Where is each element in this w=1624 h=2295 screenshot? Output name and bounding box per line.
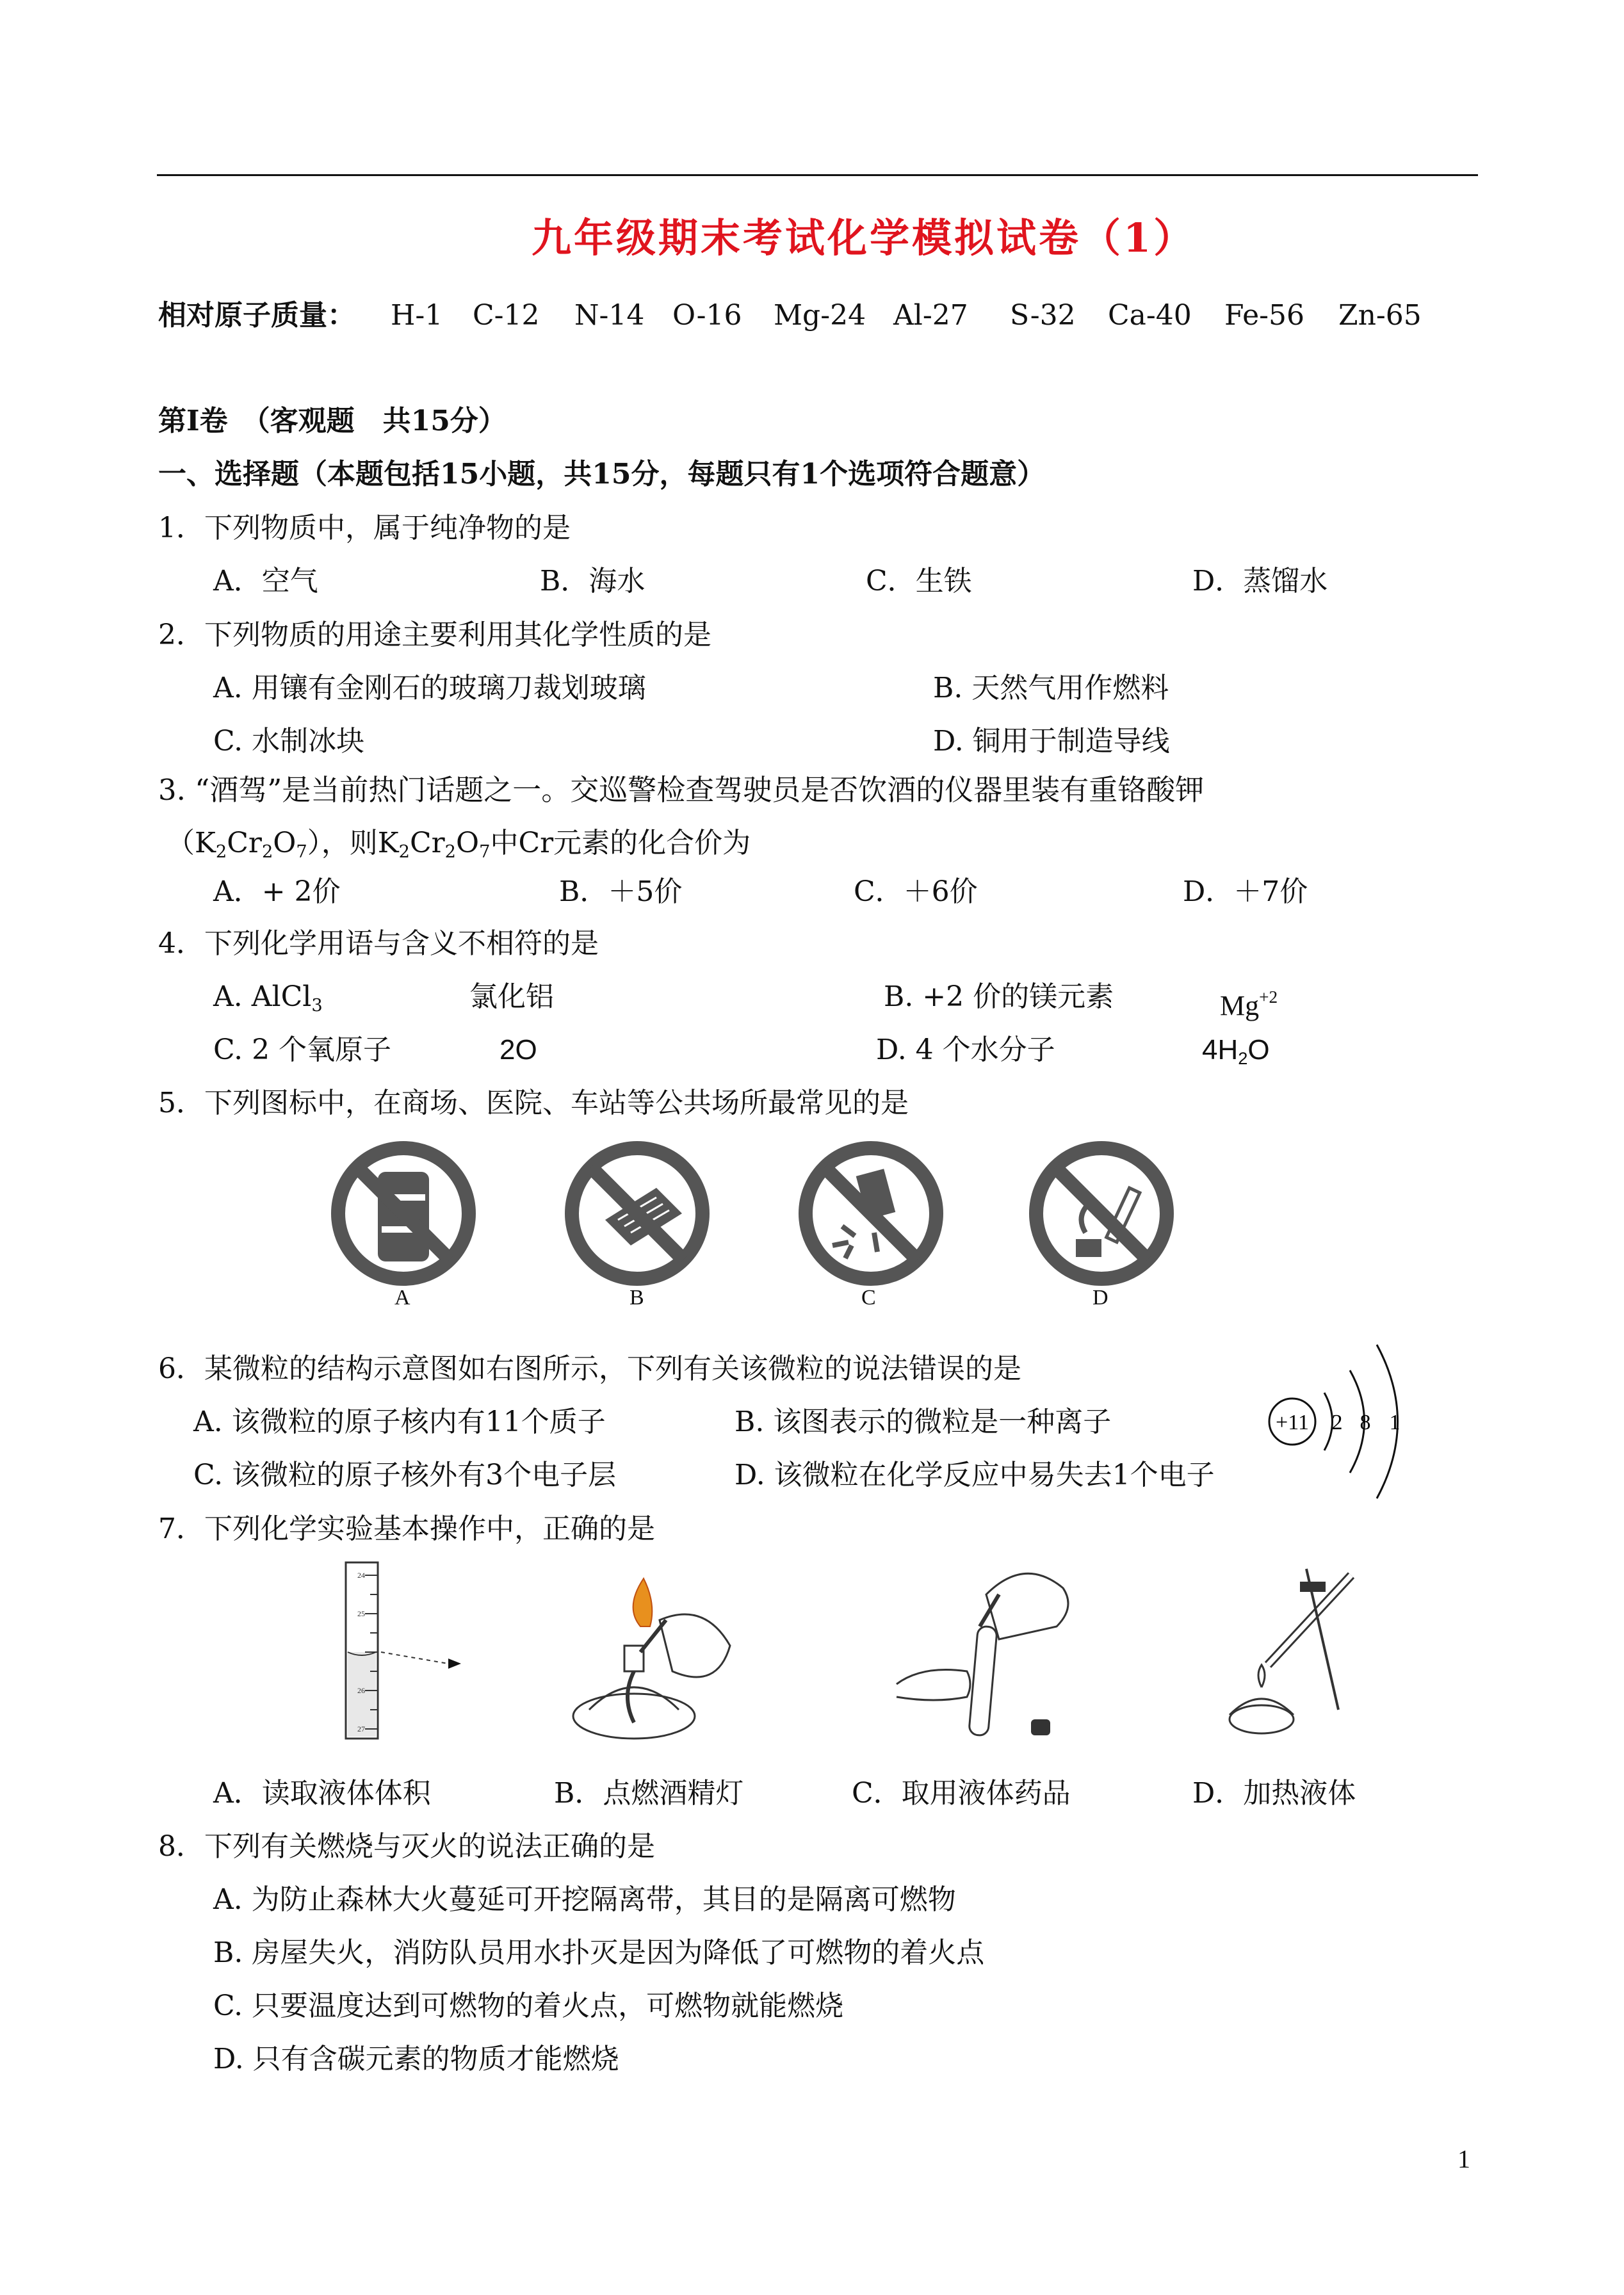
atomic-mass-al: Al-27	[893, 299, 968, 332]
atomic-mass-h: H-1	[391, 299, 443, 332]
q7-option-a: A．读取液体体积	[213, 1777, 431, 1810]
q7-stem: 7．下列化学实验基本操作中，正确的是	[158, 1512, 655, 1545]
part-title: 一、选择题（本题包括15小题，共15分，每题只有1个选项符合题意）	[158, 458, 1046, 491]
atomic-mass-o: O-16	[672, 299, 742, 332]
q3-stem-line2: $(K_2Cr_2O_7)$，则$K_2Cr_2O_7$中Cr元素的化合价为	[166, 827, 751, 863]
q1-option-b: B．海水	[540, 565, 646, 597]
no-smoking-sign	[1025, 1137, 1178, 1290]
page-number: 1	[1458, 2145, 1470, 2173]
q7-option-b: B．点燃酒精灯	[554, 1777, 744, 1810]
cylinder-tick-26: 26	[357, 1686, 365, 1695]
q4-option-a: A. AlCl$_3$	[213, 980, 323, 1016]
q4-option-d: D. 4 个水分子	[876, 1034, 1055, 1066]
cylinder-tick-24: 24	[357, 1571, 365, 1580]
q2-option-b: B. 天然气用作燃料	[933, 672, 1169, 704]
eye-icon	[448, 1658, 461, 1669]
q6-option-c: C. 该微粒的原子核外有3个电子层	[193, 1459, 617, 1491]
no-matches-sign	[560, 1137, 714, 1290]
q3-option-d: D．＋7价	[1183, 875, 1308, 908]
lighting-alcohol-lamp-figure	[564, 1556, 756, 1748]
q8-option-b: B. 房屋失火，消防队员用水扑灭是因为降低了可燃物的着火点	[213, 1936, 985, 1969]
atomic-structure-diagram	[1255, 1332, 1441, 1511]
q1-option-c: C．生铁	[866, 565, 972, 597]
atomic-mass-mg: Mg-24	[774, 299, 866, 332]
q2-option-c: C. 水制冰块	[213, 725, 365, 758]
q1-option-a: A．空气	[213, 565, 318, 597]
q5-label-b: B	[629, 1286, 644, 1310]
header-rule	[157, 174, 1478, 176]
atomic-mass-c: C-12	[473, 299, 540, 332]
flame-icon	[633, 1578, 653, 1626]
q3-option-a: A．+ 2价	[213, 875, 341, 908]
no-fireworks-sign	[794, 1137, 948, 1290]
atomic-mass-label: 相对原子质量：	[158, 299, 355, 332]
q1-stem: 1．下列物质中，属于纯净物的是	[158, 512, 571, 544]
q8-option-a: A. 为防止森林大火蔓延可开挖隔离带，其目的是隔离可燃物	[213, 1883, 956, 1916]
q7-option-c: C．取用液体药品	[852, 1777, 1071, 1810]
bottle-stopper-icon	[1031, 1719, 1050, 1735]
q4-option-d-symbol: $4H_2O$	[1202, 1034, 1270, 1069]
shell-1-electrons: 2	[1331, 1411, 1343, 1434]
no-fuel-drum-sign	[327, 1137, 480, 1290]
q4-option-b: B. +2 价的镁元素	[884, 980, 1114, 1013]
q2-option-d: D. 铜用于制造导线	[933, 725, 1170, 758]
q5-label-d: D	[1092, 1286, 1108, 1310]
q6-option-b: B. 该图表示的微粒是一种离子	[735, 1406, 1112, 1438]
cylinder-tick-25: 25	[357, 1609, 365, 1618]
atomic-mass-ca: Ca-40	[1108, 299, 1192, 332]
q5-label-c: C	[861, 1286, 876, 1310]
q4-option-b-symbol: $Mg^{+2}$	[1220, 987, 1278, 1022]
q4-stem: 4．下列化学用语与含义不相符的是	[158, 927, 599, 960]
q4-option-c: C. 2 个氧原子	[213, 1034, 392, 1066]
q5-label-a: A	[394, 1286, 410, 1310]
q6-stem: 6．某微粒的结构示意图如右图所示，下列有关该微粒的说法错误的是	[158, 1352, 1021, 1385]
q2-option-a: A. 用镶有金刚石的玻璃刀裁划玻璃	[213, 672, 646, 704]
q2-stem: 2．下列物质的用途主要利用其化学性质的是	[158, 619, 711, 651]
atomic-mass-zn: Zn-65	[1338, 299, 1422, 332]
nucleus-charge: +11	[1276, 1411, 1309, 1434]
cylinder-tick-27: 27	[357, 1724, 365, 1733]
q8-stem: 8．下列有关燃烧与灭火的说法正确的是	[158, 1830, 655, 1863]
q3-option-b: B．＋5价	[559, 875, 683, 908]
q4-option-c-symbol: 2O	[499, 1034, 537, 1066]
q1-option-d: D．蒸馏水	[1192, 565, 1328, 597]
page-title: 九年级期末考试化学模拟试卷（1）	[532, 215, 1196, 261]
shell-3-electrons: 1	[1389, 1411, 1401, 1434]
q3-option-c: C．＋6价	[854, 875, 978, 908]
q6-option-a: A. 该微粒的原子核内有11个质子	[193, 1406, 606, 1438]
shell-2-electrons: 8	[1360, 1411, 1371, 1434]
q4-option-a-meaning: 氯化铝	[469, 980, 554, 1013]
atomic-mass-s: S-32	[1010, 299, 1076, 332]
q5-stem: 5．下列图标中，在商场、医院、车站等公共场所最常见的是	[158, 1087, 909, 1119]
pouring-liquid-figure	[884, 1556, 1089, 1748]
atomic-mass-fe: Fe-56	[1224, 299, 1305, 332]
q8-option-c: C. 只要温度达到可燃物的着火点，可燃物就能燃烧	[213, 1990, 844, 2022]
heating-liquid-figure	[1204, 1556, 1370, 1748]
q3-stem-line1: 3. “酒驾”是当前热门话题之一。交巡警检查驾驶员是否饮酒的仪器里装有重铬酸钾	[158, 773, 1205, 807]
q6-option-d: D. 该微粒在化学反应中易失去1个电子	[735, 1459, 1215, 1491]
q7-option-d: D．加热液体	[1192, 1777, 1356, 1810]
atomic-mass-n: N-14	[574, 299, 645, 332]
graduated-cylinder-figure	[333, 1556, 474, 1748]
q8-option-d: D. 只有含碳元素的物质才能燃烧	[213, 2043, 619, 2075]
volume-title: 第Ⅰ卷 （客观题 共15分）	[158, 405, 507, 437]
